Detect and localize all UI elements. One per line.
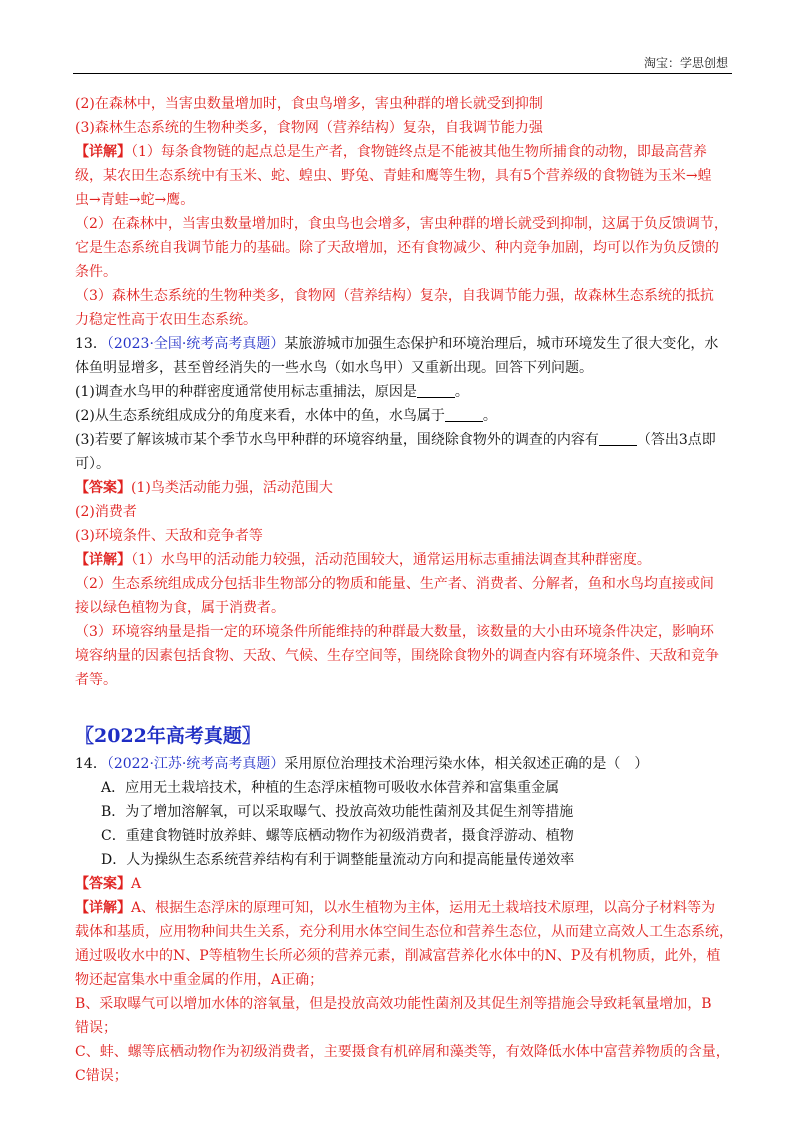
- q13-detail-2-b: 接以绿色植物为食，属于消费者。: [75, 600, 285, 616]
- q13-question-2-text: (2)从生态系统组成成分的角度来看，水体中的鱼，水鸟属于: [75, 408, 445, 424]
- q12-detail-3-b: 力稳定性高于农田生态系统。: [75, 312, 257, 328]
- q13-detail-3-a: （3）环境容纳量是指一定的环境条件所能维持的种群最大数量，该数量的大小由环境条件决定，影响环: [75, 624, 714, 640]
- q14-detail-label: 【详解】: [75, 900, 131, 916]
- q14-stem: [75, 752, 735, 776]
- q12-detail-1-a: [75, 140, 735, 164]
- section-title: 〖2022年高考真题〗: [75, 725, 261, 747]
- q13-answer-3: (3)环境条件、天敌和竞争者等: [75, 528, 263, 544]
- answer-blank: [417, 383, 455, 398]
- answer-blank: [599, 431, 637, 446]
- q13-question-2: [75, 404, 735, 428]
- q12-detail-2-b: 它是生态系统自我调节能力的基础。除了天敌增加，还有食物减少、种内竞争加剧，均可以作为负反馈的: [75, 240, 719, 256]
- q14-detail-b-2: 错误；: [75, 1020, 117, 1036]
- q13-answer-1-text: (1)鸟类活动能力强，活动范围大: [131, 480, 333, 496]
- q14-answer-text: A: [131, 876, 142, 892]
- q14-detail-b-1: B、采取曝气可以增加水体的溶氧量，但是投放高效功能性菌剂及其促生剂等措施会导致耗氧量增加，B: [75, 996, 712, 1012]
- q14-detail-c-2: C错误；: [75, 1068, 128, 1084]
- q12-detail-label: 【详解】: [75, 144, 131, 160]
- q14-detail-c-1: C、蚌、螺等底栖动物作为初级消费者，主要摄食有机碎屑和藻类等，有效降低水体中富营养物质的含量，: [75, 1044, 730, 1060]
- q12-detail-3-a: （3）森林生态系统的生物种类多，食物网（营养结构）复杂，自我调节能力强，故森林生态系统的抵抗: [75, 288, 714, 304]
- q13-question-1-text: (1)调查水鸟甲的种群密度通常使用标志重捕法，原因是: [75, 384, 417, 400]
- document-body: [75, 92, 735, 1088]
- q12-detail-2-c: 条件。: [75, 264, 117, 280]
- q13-question-3-tail: （答出3点即: [636, 432, 716, 448]
- q14-source: （2022·江苏·统考高考真题）: [106, 756, 285, 772]
- q12-detail-1-c: 虫→青蛙→蛇→鹰。: [75, 192, 195, 208]
- q13-detail-3-c: 者等。: [75, 672, 117, 688]
- q13-detail-2-a: （2）生态系统组成成分包括非生物部分的物质和能量、生产者、消费者、分解者，鱼和水鸟均直接或间: [75, 576, 714, 592]
- q14-option-b: B．为了增加溶解氧，可以采取曝气、投放高效功能性菌剂及其促生剂等措施: [101, 804, 574, 820]
- header-divider: [73, 73, 732, 74]
- q14-answer-label: 【答案】: [75, 876, 131, 892]
- q14-stem-text: 采用原位治理技术治理污染水体，相关叙述正确的是（ ）: [284, 756, 649, 772]
- q14-detail-a-4: 物还起富集水中重金属的作用，A正确；: [75, 972, 324, 988]
- q13-detail-1-text: （1）水鸟甲的活动能力较强，活动范围较大，通常运用标志重捕法调查其种群密度。: [131, 552, 651, 568]
- q13-stem-a: [75, 332, 735, 356]
- q12-answer-2: (2)在森林中，当害虫数量增加时，食虫鸟增多，害虫种群的增长就受到抑制: [75, 96, 543, 112]
- q14-detail-a-3: 通过吸收水中的N、P等植物生长所必须的营养元素，削减富营养化水体中的N、P及有机物质，此外，植: [75, 948, 721, 964]
- q13-question-3-text: (3)若要了解该城市某个季节水鸟甲种群的环境容纳量，围绕除食物外的调查的内容有: [75, 432, 599, 448]
- answer-blank: [445, 407, 483, 422]
- q13-stem-b: 体鱼明显增多，甚至曾经消失的一些水鸟（如水鸟甲）又重新出现。回答下列问题。: [75, 360, 593, 376]
- q13-answer-2: (2)消费者: [75, 504, 137, 520]
- q13-number: 13．: [75, 336, 107, 352]
- q14-option-a: A．应用无土栽培技术，种植的生态浮床植物可吸收水体营养和富集重金属: [101, 780, 560, 796]
- q14-option-d: D．人为操纵生态系统营养结构有利于调整能量流动方向和提高能量传递效率: [101, 852, 575, 868]
- header-brand: 淘宝：学思创想: [643, 56, 728, 70]
- q12-detail-1-b: 级，某农田生态系统中有玉米、蛇、蝗虫、野兔、青蛙和鹰等生物，具有5个营养级的食物链为玉米→蝗: [75, 168, 712, 184]
- q14-detail-a-1: [75, 896, 735, 920]
- q13-detail-1: [75, 548, 735, 572]
- q12-answer-3: (3)森林生态系统的生物种类多，食物网（营养结构）复杂，自我调节能力强: [75, 120, 543, 136]
- q14-answer: [75, 872, 735, 896]
- q13-source: （2023·全国·统考高考真题）: [106, 336, 285, 352]
- q14-detail-a-1-text: A、根据生态浮床的原理可知，以水生植物为主体，运用无土栽培技术原理，以高分子材料等为: [131, 900, 716, 916]
- q14-detail-a-2: 载体和基质，应用物种间共生关系，充分利用水体空间生态位和营养生态位，从而建立高效人工生态系统，: [75, 924, 733, 940]
- q13-question-1: [75, 380, 735, 404]
- q13-answer-1: [75, 476, 735, 500]
- q13-question-1-period: 。: [454, 384, 469, 400]
- q14-number: 14．: [75, 756, 107, 772]
- q12-detail-1-a-text: （1）每条食物链的起点总是生产者，食物链终点是不能被其他生物所捕食的动物，即最高营养: [131, 144, 707, 160]
- q12-detail-2-a: （2）在森林中，当害虫数量增加时，食虫鸟也会增多，害虫种群的增长就受到抑制，这属于负反馈调节，: [75, 216, 728, 232]
- q13-stem-a-text: 某旅游城市加强生态保护和环境治理后，城市环境发生了很大变化，水: [284, 336, 719, 352]
- q13-answer-label: 【答案】: [75, 480, 131, 496]
- q13-question-3-a: [75, 428, 735, 452]
- q13-detail-label: 【详解】: [75, 552, 131, 568]
- q13-detail-3-b: 境容纳量的因素包括食物、天敌、气候、生存空间等，围绕除食物外的调查内容有环境条件、天敌和竞争: [75, 648, 719, 664]
- q13-question-3-b: 可）。: [75, 456, 110, 472]
- q13-question-2-period: 。: [482, 408, 497, 424]
- q14-option-c: C．重建食物链时放养蚌、螺等底栖动物作为初级消费者，摄食浮游动、植物: [101, 828, 574, 844]
